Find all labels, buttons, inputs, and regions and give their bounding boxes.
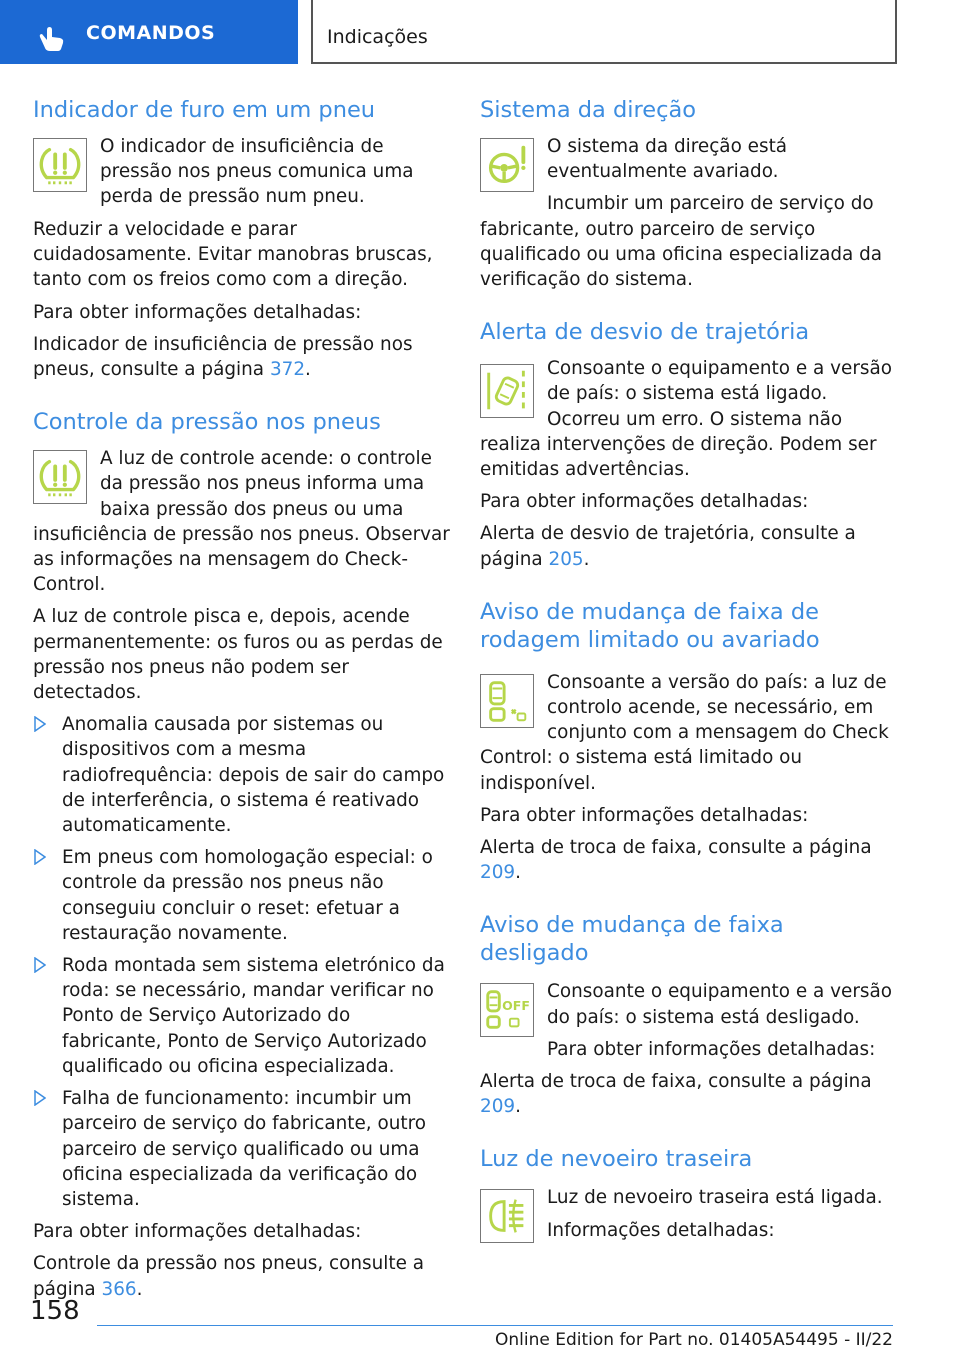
reference-paragraph: Alerta de desvio de trajetória, consulte a página 205. [480, 523, 856, 570]
edition-footer: Online Edition for Part no. 01405A54495 - II/22 [494, 1330, 893, 1350]
lead-block [480, 1185, 894, 1242]
section-title: Alerta de desvio de trajetória [480, 319, 810, 346]
triangle-bullet-icon [34, 957, 46, 973]
section-header [311, 0, 897, 64]
section-title: Sistema da direção [480, 97, 697, 123]
rear-fog-light-icon [480, 1189, 534, 1243]
section-lane-change-off [480, 911, 894, 1119]
section-tire-puncture [33, 96, 453, 382]
page-link[interactable]: 205 [548, 548, 584, 570]
section-title: Aviso de mudança de faixa desligado [480, 912, 784, 967]
lead-block [480, 134, 894, 184]
page-link[interactable]: 209 [480, 1096, 516, 1118]
paragraph: Para obter informações detalhadas: [33, 301, 362, 323]
reference-paragraph: Indicador de insuficiência de pressão nos pneus, consulte a página 372. [33, 333, 413, 381]
paragraph: Reduzir a velocidade e parar cuidadosamente. Evitar manobras bruscas, tanto com os freios como com a direção. [33, 219, 433, 291]
left-column [33, 96, 453, 1322]
section-lane-departure-warning [480, 318, 894, 572]
reference-paragraph: Controle da pressão nos pneus, consulte a página 366. [33, 1253, 425, 1300]
section-title: Aviso de mudança de faixa de rodagem limitado ou avariado [480, 598, 820, 653]
reference-paragraph: Alerta de troca de faixa, consulte a página 209. [480, 1071, 872, 1118]
section-tire-pressure-control [33, 408, 453, 1302]
page-link[interactable]: 372 [269, 359, 306, 381]
tire-pressure-warning-icon [33, 450, 87, 504]
list-item: Em pneus com homologação especial: o controle da pressão nos pneus não conseguiu concluir o reset: efetuar a restauração novamente. [33, 845, 453, 946]
steering-wheel-warning-icon [480, 138, 534, 192]
footer-divider [97, 1325, 893, 1326]
lead-block [480, 979, 894, 1029]
off-label: OFF [502, 998, 530, 1014]
list-item: Anomalia causada por sistemas ou dispositivos com a mesma radiofrequência: depois de sair do campo de interferência, o sistema é reativado automaticamente. [33, 712, 453, 838]
lane-change-off-icon [480, 983, 534, 1037]
lead-paragraph: Consoante a versão do país: a luz de controlo acende, se necessário, em conjunto com a mensagem do Check Control: o sistema está limitado ou indisponível. [480, 671, 889, 794]
lead-block [33, 446, 453, 597]
section-rear-fog-light [480, 1145, 894, 1242]
page-number: 158 [30, 1296, 80, 1326]
lead-block [33, 134, 453, 210]
lead-paragraph: Luz de nevoeiro traseira está ligada. [547, 1187, 883, 1209]
list-item: Falha de funcionamento: incumbir um parceiro de serviço do fabricante, outro parceiro de serviço qualificado ou uma oficina especializada da verificação do sistema. [33, 1086, 453, 1212]
lane-departure-icon [480, 364, 534, 418]
triangle-bullet-icon [34, 1090, 46, 1106]
page-link[interactable]: 209 [480, 862, 516, 884]
reference-paragraph: Alerta de troca de faixa, consulte a página 209. [480, 837, 872, 884]
section-title: Controle da pressão nos pneus [33, 409, 381, 436]
paragraph: Incumbir um parceiro de serviço do fabricante, outro parceiro de serviço qualificado ou uma oficina especializada da verificação do sistema. [480, 193, 883, 291]
chapter-label: COMANDOS [86, 22, 216, 44]
page-link[interactable]: 366 [101, 1278, 137, 1300]
lead-paragraph: Consoante o equipamento e a versão de país: o sistema está ligado. Ocorreu um erro. O sistema não realiza intervenções de direção. Podem ser emitidas advertências. [480, 358, 893, 481]
paragraph: Informações detalhadas: [547, 1219, 775, 1241]
paragraph: A luz de controle pisca e, depois, acende permanentemente: os furos ou as perdas de pressão nos pneus não podem ser detectados. [33, 606, 443, 704]
triangle-bullet-icon [34, 849, 46, 865]
lead-paragraph: A luz de controle acende: o controle da pressão nos pneus informa uma baixa pressão dos pneus ou uma insuficiência de pressão nos pneus. Observar as informações na mensagem do Check-Control. [33, 448, 450, 596]
section-lane-change-limited [480, 598, 894, 886]
section-title: Indicador de furo em um pneu [33, 97, 376, 123]
paragraph: Para obter informações detalhadas: [480, 491, 809, 513]
lead-block [480, 670, 894, 796]
tire-pressure-warning-icon [33, 138, 87, 192]
hand-pointer-icon [38, 24, 68, 52]
section-title: Luz de nevoeiro traseira [480, 1146, 753, 1173]
section-steering-system [480, 96, 894, 292]
lead-block [480, 356, 894, 482]
list-item: Roda montada sem sistema eletrónico da roda: se necessário, mandar verificar no Ponto de Serviço Autorizado do fabricante, Ponto de Serviço Autorizado qualificado ou oficina especializada. [33, 953, 453, 1079]
chapter-tab[interactable] [0, 0, 298, 64]
lane-change-warning-icon [480, 674, 534, 728]
paragraph: Para obter informações detalhadas: [547, 1038, 876, 1060]
triangle-bullet-icon [34, 716, 46, 732]
lead-paragraph: O sistema da direção está eventualmente avariado. [547, 136, 788, 183]
paragraph: Para obter informações detalhadas: [480, 804, 809, 826]
bullet-list [33, 712, 453, 1212]
section-label: Indicações [327, 26, 428, 48]
right-column [480, 96, 894, 1263]
lead-paragraph: Consoante o equipamento e a versão do país: o sistema está desligado. [547, 981, 893, 1028]
lead-paragraph: O indicador de insuficiência de pressão nos pneus comunica uma perda de pressão num pneu. [100, 136, 414, 208]
paragraph: Para obter informações detalhadas: [33, 1221, 362, 1243]
